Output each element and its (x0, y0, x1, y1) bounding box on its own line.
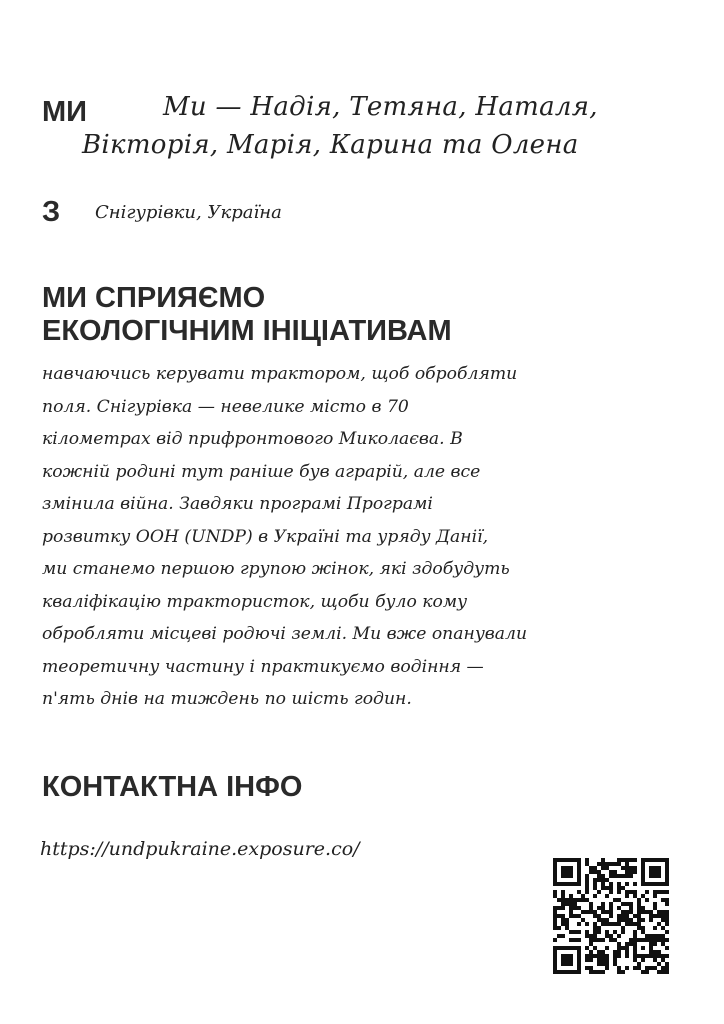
names-line-2: Вікторія, Марія, Карина та Олена (82, 130, 579, 160)
body-line: обробляти місцеві родючі землі. Ми вже опанували (42, 624, 528, 644)
section-heading-line-1: МИ СПРИЯЄМО (42, 282, 266, 314)
body-line: теоретичну частину і практикуємо водіння — (42, 656, 484, 677)
from-label: З (42, 196, 61, 228)
contact-heading: КОНТАКТНА ІНФО (42, 771, 303, 803)
body-line: п'ять днів на тиждень по шість годин. (42, 689, 412, 709)
body-line: розвитку ООН (UNDP) в Україні та уряду Данії, (42, 526, 489, 547)
body-line: кожній родині тут раніше був аграрій, але все (42, 461, 481, 482)
contact-url-link[interactable]: https://undpukraine.exposure.co/ (40, 838, 360, 860)
body-line: кваліфікацію трактористок, щоби було кому (42, 591, 468, 612)
body-line: навчаючись керувати трактором, щоб обробляти (42, 364, 518, 384)
qr-code-icon (553, 858, 669, 974)
location-text: Снігурівки, Україна (95, 202, 282, 223)
body-line: змінила війна. Завдяки програмі Програмі (42, 494, 433, 514)
body-line: поля. Снігурівка — невелике місто в 70 (42, 396, 409, 417)
names-line-1: Ми — Надія, Тетяна, Наталя, (163, 92, 598, 122)
section-heading-line-2: ЕКОЛОГІЧНИМ ІНІЦІАТИВАМ (42, 315, 452, 347)
body-line: ми станемо першою групою жінок, які здобудуть (42, 559, 510, 579)
body-line: кілометрах від прифронтового Миколаєва. В (42, 429, 463, 449)
we-label: МИ (42, 96, 88, 128)
body-paragraph (42, 358, 682, 716)
